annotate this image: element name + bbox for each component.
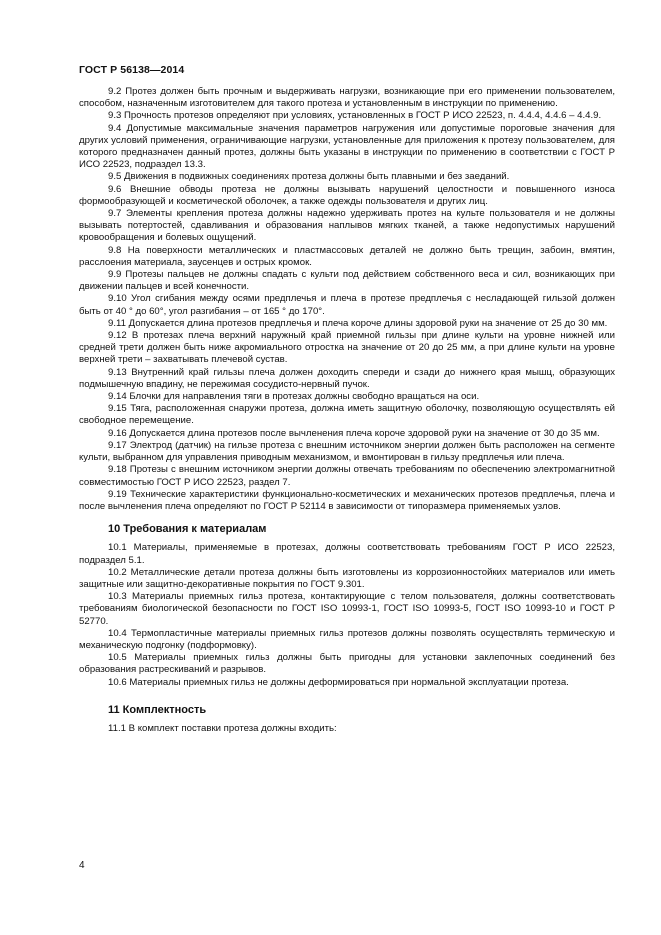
section-heading-10: 10 Требования к материалам bbox=[108, 523, 267, 536]
paragraph-9-7: 9.7 Элементы крепления протеза должны надежно удерживать протез на культе пользователя и не должны вызывать потертостей, сдавливания и образования наплывов мягких тканей, а также недопустимых нарушений кровообращения и болевых ощущений. bbox=[79, 208, 615, 244]
paragraph-9-6: 9.6 Внешние обводы протеза не должны вызывать нарушений целостности и повышенного износа формообразующей и косметической оболочек, а также одежды пользователя и других лиц. bbox=[79, 183, 615, 207]
paragraph-10-1: 10.1 Материалы, применяемые в протезах, должны соответствовать требованиям ГОСТ Р ИСО 22523, подраздел 5.1. bbox=[79, 542, 615, 566]
paragraph-9-19: 9.19 Технические характеристики функционально-косметических и механических протезов предплечья, плеча и после вычленения плеча определяют по ГОСТ Р 52114 в зависимости от типоразмера применяемых узлов. bbox=[79, 488, 615, 512]
paragraph-9-15: 9.15 Тяга, расположенная снаружи протеза, должна иметь защитную оболочку, позволяющую осуществлять ей свободное перемещение. bbox=[79, 403, 615, 427]
paragraph-9-5: 9.5 Движения в подвижных соединениях протеза должны быть плавными и без заеданий. bbox=[108, 171, 510, 183]
document-body bbox=[79, 86, 615, 735]
paragraph-9-14: 9.14 Блочки для направления тяги в протезах должны свободно вращаться на оси. bbox=[108, 391, 480, 403]
paragraph-9-12: 9.12 В протезах плеча верхний наружный край приемной гильзы при длине культи на уровне нижней или средней трети должен быть ниже акромиального отростка на значение от 20 до 25 мм, а при длине культи на уровне верхней трети – захватывать плечевой сустав. bbox=[79, 330, 615, 366]
paragraph-9-11: 9.11 Допускается длина протезов предплечья и плеча короче длины здоровой руки на значение от 25 до 30 мм. bbox=[108, 317, 608, 329]
section-heading-11: 11 Комплектность bbox=[108, 703, 207, 716]
paragraph-9-10: 9.10 Угол сгибания между осями предплечья и плеча в протезе предплечья с несладающей гильзой должен быть от 40 ° до 60°, угол разгибания – от 165 ° до 170°. bbox=[79, 293, 615, 317]
paragraph-10-6: 10.6 Материалы приемных гильз не должны деформироваться при нормальной эксплуатации протеза. bbox=[108, 676, 569, 688]
paragraph-9-9: 9.9 Протезы пальцев не должны спадать с культи под действием собственного веса и сил, возникающих при движении пальцев и всей конечности. bbox=[79, 269, 615, 293]
paragraph-9-4: 9.4 Допустимые максимальные значения параметров нагружения или допустимые пороговые значения для других условий применения, ограничивающие нагрузки, установленные для приложения к протезу пользователем, для которого предназначен данный протез, должны быть указаны в инструкции по применению в соответствии с ГОСТ Р ИСО 22523, подраздел 13.3. bbox=[79, 122, 615, 171]
paragraph-9-3: 9.3 Прочность протезов определяют при условиях, установленных в ГОСТ Р ИСО 22523, п. 4.4.4, 4.4.6 – 4.4.9. bbox=[108, 110, 602, 122]
paragraph-9-18: 9.18 Протезы с внешним источником энергии должны отвечать требованиям по обеспечению электромагнитной совместимостью ГОСТ Р ИСО 22523, раздел 7. bbox=[79, 464, 615, 488]
paragraph-10-3: 10.3 Материалы приемных гильз протеза, контактирующие с телом пользователя, должны соответствовать требованиям биологической безопасности по ГОСТ ISO 10993-1, ГОСТ ISO 10993-5, ГОСТ ISO 10993-10 и ГОСТ Р 52770. bbox=[79, 591, 615, 627]
paragraph-9-16: 9.16 Допускается длина протезов после вычленения плеча короче здоровой руки на значение от 30 до 35 мм. bbox=[108, 427, 600, 439]
paragraph-9-2: 9.2 Протез должен быть прочным и выдерживать нагрузки, возникающие при его применении пользователем, способом, назначенным изготовителем для такого протеза и установленным в инструкции по применению. bbox=[79, 86, 615, 110]
paragraph-9-13: 9.13 Внутренний край гильзы плеча должен доходить спереди и сзади до нижнего края мышц, образующих подмышечную впадину, не пережимая сосудисто-нервный пучок. bbox=[79, 366, 615, 390]
document-header: ГОСТ Р 56138—2014 bbox=[79, 64, 185, 76]
paragraph-10-4: 10.4 Термопластичные материалы приемных гильз протезов должны позволять осуществлять термическую и механическую подгонку (подформовку). bbox=[79, 627, 615, 651]
paragraph-11-1: 11.1 В комплект поставки протеза должны входить: bbox=[108, 722, 337, 734]
paragraph-10-5: 10.5 Материалы приемных гильз должны быть пригодны для установки заклепочных соединений без образования растрескиваний и разрывов. bbox=[79, 652, 615, 676]
paragraph-9-17: 9.17 Электрод (датчик) на гильзе протеза с внешним источником энергии должен быть расположен на сегменте культи, выбранном для управления приводным механизмом, и вмонтирован в гильзу предплечья или плеча. bbox=[79, 439, 615, 464]
page-number: 4 bbox=[79, 860, 85, 871]
paragraph-10-2: 10.2 Металлические детали протеза должны быть изготовлены из коррозионностойких материалов или иметь защитные или защитно-декоративные покрытия по ГОСТ 9.301. bbox=[79, 566, 615, 590]
paragraph-9-8: 9.8 На поверхности металлических и пластмассовых деталей не должно быть трещин, забоин, вмятин, расслоения материала, заусенцев и острых кромок. bbox=[79, 244, 615, 268]
